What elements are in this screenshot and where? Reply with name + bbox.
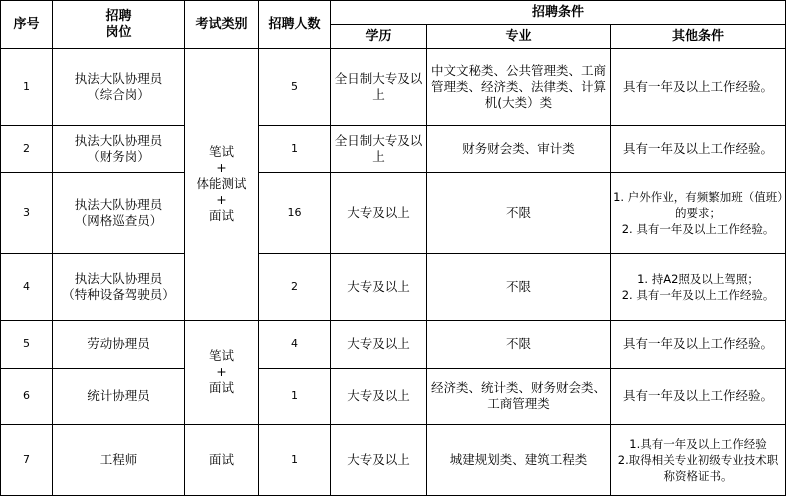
row-other: 具有一年及以上工作经验。 [611,49,786,126]
row-seq: 7 [1,424,53,495]
table-row [1,254,786,320]
header-count: 招聘人数 [259,1,331,49]
row-seq: 2 [1,126,53,173]
row-seq: 4 [1,254,53,320]
row-position-name: 劳动协理员 [53,320,185,368]
row-position-name: 执法大队协理员 [74,197,163,213]
row-position [53,49,185,126]
row-count: 16 [259,173,331,254]
row-position [53,173,185,254]
header-row-1 [1,1,786,25]
row-position-name: 执法大队协理员 [74,71,163,87]
row-major: 财务财会类、审计类 [427,126,611,173]
header-conditions: 招聘条件 [331,1,786,25]
row-position-sub: （网格巡查员） [74,213,163,229]
header-other: 其他条件 [611,25,786,49]
row-count: 1 [259,368,331,424]
table-row [1,173,786,254]
row-other: 具有一年及以上工作经验。 [611,368,786,424]
row-seq: 3 [1,173,53,254]
row-count: 5 [259,49,331,126]
exam-type-line: 体能测试 [196,176,247,192]
row-education: 大专及以上 [331,254,427,320]
row-other: 1. 持A2照及以上驾照； 2. 具有一年及以上工作经验。 [611,254,786,320]
header-seq: 序号 [1,1,53,49]
row-other: 1.具有一年及以上工作经验 2.取得相关专业初级专业技术职称资格证书。 [611,424,786,495]
header-major: 专业 [427,25,611,49]
row-major: 不限 [427,254,611,320]
row-major: 经济类、统计类、财务财会类、工商管理类 [427,368,611,424]
exam-type-plus: + [216,192,227,208]
header-position-line1: 招聘 [105,8,132,24]
exam-type-plus: + [216,364,227,380]
exam-type-line: 面试 [208,208,234,224]
row-position-name: 执法大队协理员 [74,271,163,287]
row-other: 具有一年及以上工作经验。 [611,320,786,368]
header-position-line2: 岗位 [105,24,132,40]
row-education: 大专及以上 [331,320,427,368]
row-education: 大专及以上 [331,173,427,254]
row-seq: 6 [1,368,53,424]
row-seq: 5 [1,320,53,368]
row-position-sub: （财务岗） [87,149,150,165]
row-position-name: 执法大队协理员 [74,133,163,149]
row-position [53,254,185,320]
row-seq: 1 [1,49,53,126]
header-education: 学历 [331,25,427,49]
table-row [1,368,786,424]
exam-type-line: 笔试 [208,348,234,364]
table-row [1,424,786,495]
exam-type-line: 面试 [208,380,234,396]
row-education: 大专及以上 [331,424,427,495]
row-position-sub: （综合岗） [87,87,150,103]
row-major: 中文文秘类、公共管理类、工商管理类、经济类、法律类、计算机(大类）类 [427,49,611,126]
exam-type-group-3: 面试 [185,424,259,495]
header-position [53,1,185,49]
row-position-sub: （特种设备驾驶员） [62,287,175,303]
row-education: 大专及以上 [331,368,427,424]
row-position-name: 统计协理员 [53,368,185,424]
table-row [1,49,786,126]
row-count: 4 [259,320,331,368]
row-count: 1 [259,126,331,173]
exam-type-group-2 [185,320,259,424]
row-major: 城建规划类、建筑工程类 [427,424,611,495]
row-other: 1. 户外作业，有频繁加班（值班）的要求； 2. 具有一年及以上工作经验。 [611,173,786,254]
row-position [53,126,185,173]
row-education: 全日制大专及以上 [331,49,427,126]
row-other: 具有一年及以上工作经验。 [611,126,786,173]
exam-type-plus: + [216,160,227,176]
table-row [1,126,786,173]
row-count: 2 [259,254,331,320]
row-count: 1 [259,424,331,495]
exam-type-line: 笔试 [208,144,234,160]
header-exam-type: 考试类别 [185,1,259,49]
table-row [1,320,786,368]
row-major: 不限 [427,320,611,368]
row-major: 不限 [427,173,611,254]
exam-type-group-1 [185,49,259,321]
row-education: 全日制大专及以上 [331,126,427,173]
row-position-name: 工程师 [53,424,185,495]
